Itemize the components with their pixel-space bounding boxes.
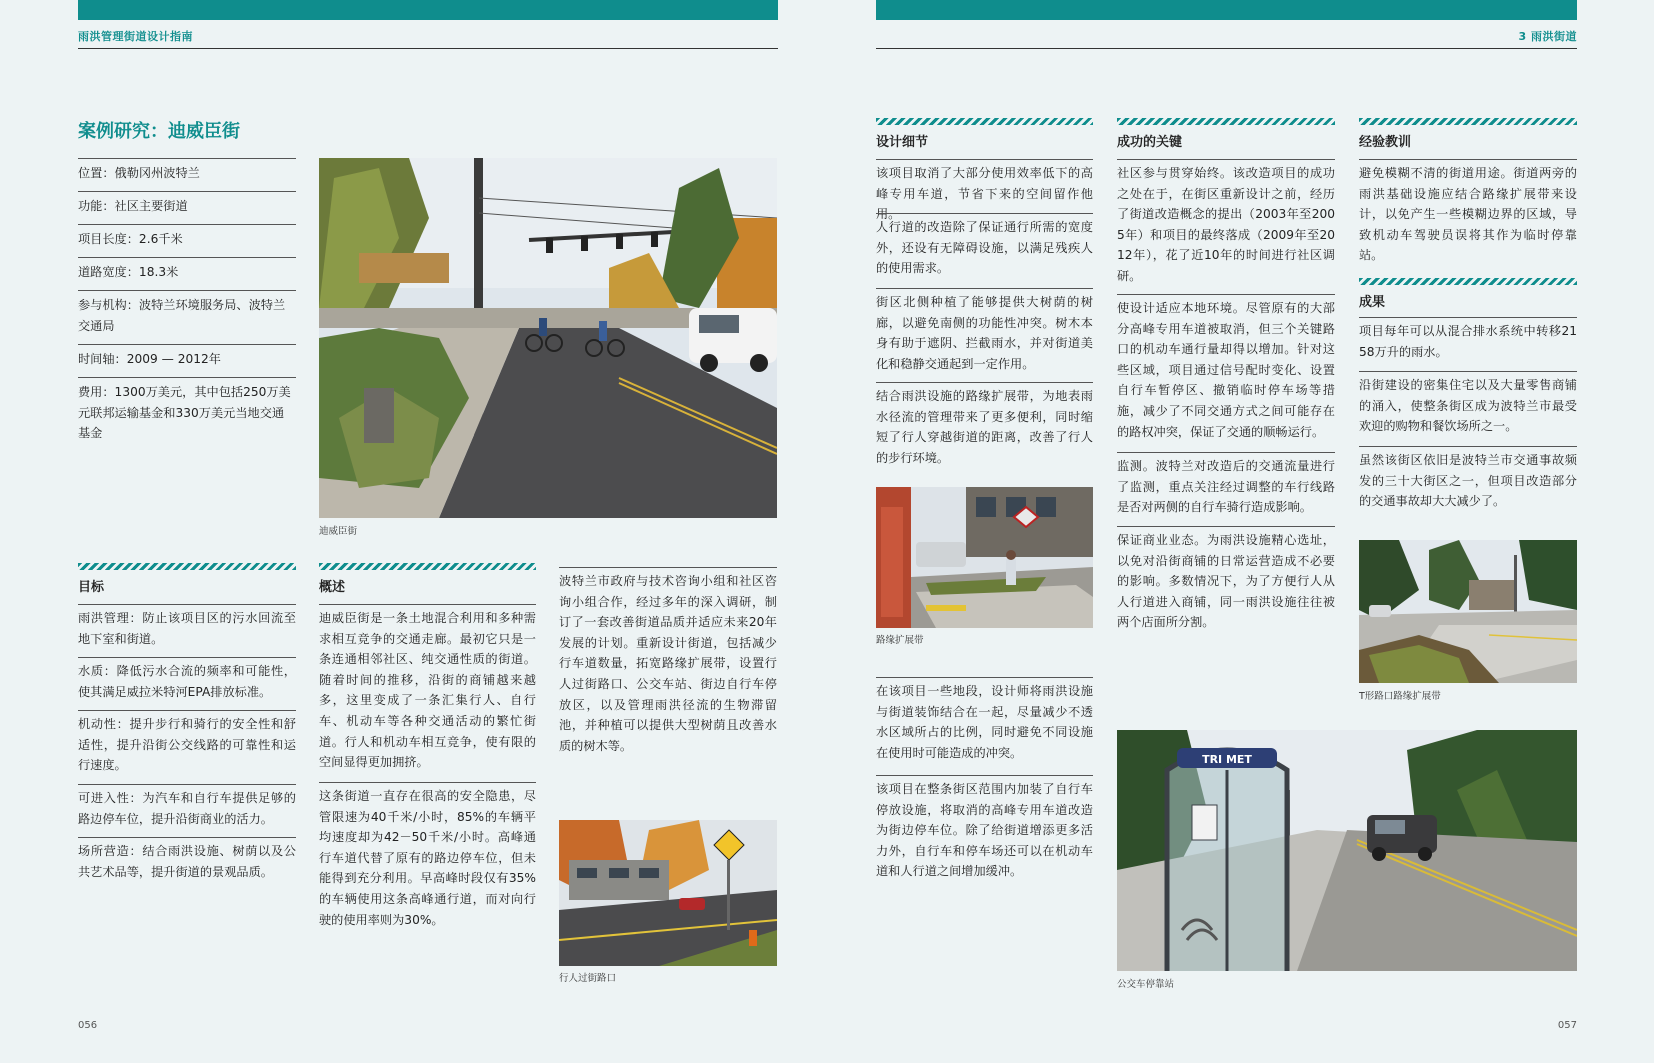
design-para-4: 结合雨洪设施的路缘扩展带，为地表雨水径流的管理带来了更多便利，同时缩短了行人穿越街道的距离，改善了行人的步行环境。: [876, 382, 1093, 468]
objective-water-quality: 水质：降低污水合流的频率和可能性，使其满足威拉米特河EPA排放标准。: [78, 657, 296, 702]
success-community: 社区参与贯穿始终。该改造项目的成功之处在于，在街区重新设计之前，经历了街道改造概念的提出（2003年至2005年）和项目的最终落成（2009年至2012年），花了近10年的时间进行社区调研。: [1117, 159, 1335, 287]
fact-cost: 费用：1300万美元，其中包括250万美元联邦运输基金和330万美元当地交通基金: [78, 377, 296, 444]
overview-para-1: 迪威臣街是一条土地混合利用和多种需求相互竞争的交通走廊。最初它只是一条连通相邻社区、纯交通性质的街道。随着时间的推移，沿街的商铺越来越多，这里变成了一条汇集行人、自行车、机动车等各种交通活动的繁忙街道。行人和机动车相互竞争，使有限的空间显得更加拥挤。: [319, 604, 536, 773]
objectives-stripe: [78, 563, 296, 570]
left-header-rule: [78, 48, 778, 49]
fact-width: 道路宽度：18.3米: [78, 257, 296, 283]
bus-stop-photo: [1117, 730, 1577, 971]
success-business: 保证商业业态。为雨洪设施精心选址，以免对沿街商铺的日常运营造成不必要的影响。多数情况下，为了方便行人从人行道进入商铺，同一雨洪设施往往被两个店面所分割。: [1117, 526, 1335, 633]
objective-access: 可进入性：为汽车和自行车提供足够的路边停车位，提升沿街商业的活力。: [78, 784, 296, 829]
overview-heading: 概述: [319, 580, 346, 595]
results-para-2: 沿街建设的密集住宅以及大量零售商铺的涌入，使整条街区成为波特兰市最受欢迎的购物和餐饮场所之一。: [1359, 371, 1577, 437]
t-intersection-photo: [1359, 540, 1577, 683]
fact-function: 功能：社区主要街道: [78, 191, 296, 217]
objective-stormwater: 雨洪管理：防止该项目区的污水回流至地下室和街道。: [78, 604, 296, 649]
case-title: 案例研究：迪威臣街: [78, 121, 240, 142]
crossing-photo-caption: 行人过街路口: [559, 973, 617, 984]
success-monitoring: 监测。波特兰对改造后的交通流量进行了监测，重点关注经过调整的车行线路是否对两侧的自行车骑行造成影响。: [1117, 452, 1335, 518]
success-heading: 成功的关键: [1117, 135, 1183, 150]
fact-location: 位置：俄勒冈州波特兰: [78, 158, 296, 184]
curb-photo-caption: 路缘扩展带: [876, 635, 924, 646]
t-intersection-caption: T形路口路缘扩展带: [1359, 691, 1441, 702]
objectives-heading: 目标: [78, 580, 105, 595]
left-page-number: 056: [78, 1020, 98, 1031]
right-running-head: 3 雨洪街道: [1518, 30, 1577, 43]
design-para-5: 在该项目一些地段，设计师将雨洪设施与街道装饰结合在一起，尽量减少不透水区域所占的比例，同时避免不同设施在使用时可能造成的冲突。: [876, 677, 1093, 763]
overview-para-2: 这条街道一直存在很高的安全隐患，尽管限速为40千米/小时，85%的车辆平均速度却为42－50千米/小时。高峰通行车道代替了原有的路边停车位，但未能得到充分利用。早高峰时段仅有35%的车辆使用这条高峰通行道，而对向行驶的使用率则为30%。: [319, 782, 536, 930]
fact-length: 项目长度：2.6千米: [78, 224, 296, 250]
right-page-number: 057: [1557, 1020, 1577, 1031]
left-running-head: 雨洪管理街道设计指南: [78, 30, 193, 43]
main-street-photo: [319, 158, 777, 518]
design-para-2: 人行道的改造除了保证通行所需的宽度外，还设有无障碍设施，以满足残疾人的使用需求。: [876, 213, 1093, 279]
design-para-6: 该项目在整条街区范围内加装了自行车停放设施，将取消的高峰专用车道改造为街边停车位。除了给街道增添更多活力外，自行车和停车场还可以在机动车道和人行道之间增加缓冲。: [876, 775, 1093, 882]
bus-photo-caption: 公交车停靠站: [1117, 979, 1175, 990]
overview-stripe: [319, 563, 536, 570]
success-local-design: 使设计适应本地环境。尽管原有的大部分高峰专用车道被取消，但三个关键路口的机动车通行量却得以增加。针对这些区域，项目通过信号配时变化、设置自行车暂停区、撤销临时停车场等措施，减少了不同交通方式之间可能存在的路权冲突，保证了交通的顺畅运行。: [1117, 294, 1335, 442]
bus-shelter-sign: TRI MET: [1202, 753, 1252, 766]
design-para-3: 街区北侧种植了能够提供大树荫的树廊，以避免南侧的功能性冲突。树木本身有助于遮阴、拦截雨水，并对街道美化和稳静交通起到一定作用。: [876, 288, 1093, 374]
lessons-heading: 经验教训: [1359, 135, 1412, 150]
design-stripe: [876, 118, 1093, 125]
results-heading: 成果: [1359, 295, 1386, 310]
right-top-bar: [876, 0, 1577, 20]
results-para-3: 虽然该街区依旧是波特兰市交通事故频发的三十大街区之一，但项目改造部分的交通事故却大大减少了。: [1359, 446, 1577, 512]
curb-extension-photo: [876, 487, 1093, 628]
lessons-para-1: 避免模糊不清的街道用途。街道两旁的雨洪基础设施应结合路缘扩展带来设计，以免产生一些模糊边界的区域，导致机动车驾驶员误将其作为临时停靠站。: [1359, 159, 1577, 266]
right-header-rule: [876, 48, 1577, 49]
design-para-1: 该项目取消了大部分使用效率低下的高峰专用车道，节省下来的空间留作他用。: [876, 159, 1093, 225]
lessons-stripe: [1359, 118, 1577, 125]
main-photo-caption: 迪威臣街: [319, 526, 358, 537]
objective-mobility: 机动性：提升步行和骑行的安全性和舒适性，提升沿街公交线路的可靠性和运行速度。: [78, 710, 296, 776]
fact-agencies: 参与机构：波特兰环境服务局、波特兰交通局: [78, 290, 296, 336]
results-stripe: [1359, 278, 1577, 285]
left-top-bar: [78, 0, 778, 20]
fact-timeline: 时间轴：2009 — 2012年: [78, 344, 296, 370]
results-para-1: 项目每年可以从混合排水系统中转移2158万升的雨水。: [1359, 317, 1577, 362]
design-heading: 设计细节: [876, 135, 929, 150]
overview-continuation: 波特兰市政府与技术咨询小组和社区咨询小组合作，经过多年的深入调研，制订了一套改善街道品质并适应未来20年发展的计划。重新设计街道，包括减少行车道数量，拓宽路缘扩展带，设置行人过街路口、公交车站、街边自行车停放区，以及管理雨洪径流的生物滞留池，并种植可以提供大型树荫且改善水质的树木等。: [559, 567, 777, 756]
objective-placemaking: 场所营造：结合雨洪设施、树荫以及公共艺术品等，提升街道的景观品质。: [78, 837, 296, 882]
success-stripe: [1117, 118, 1335, 125]
crossing-photo: [559, 820, 777, 966]
